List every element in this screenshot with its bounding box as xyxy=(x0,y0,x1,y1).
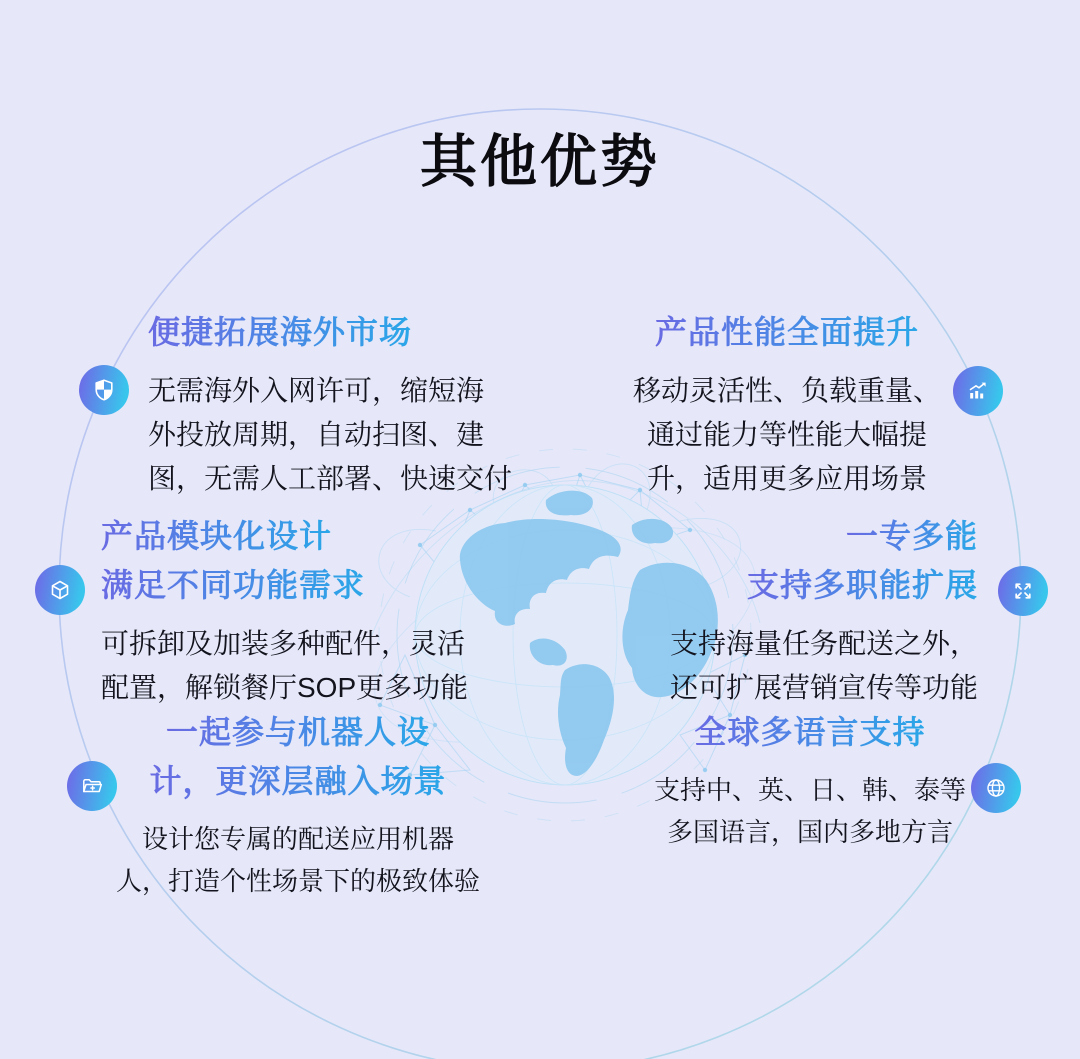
feature-body: 移动灵活性、负载重量、 通过能力等性能大幅提 升，适用更多应用场景 xyxy=(632,375,941,494)
section-title: 其他优势 xyxy=(420,130,660,194)
feature-body: 无需海外入网许可，缩短海 外投放周期，自动扫图、建 图，无需人工部署、快速交付 xyxy=(148,375,513,494)
feature-co-design-robot xyxy=(88,711,508,902)
feature-overseas-expansion xyxy=(148,311,513,501)
feature-multi-language-support xyxy=(628,711,992,853)
feature-body: 支持中、英、日、韩、泰等 多国语言，国内多地方言 xyxy=(653,775,966,847)
feature-modular-design xyxy=(101,515,491,710)
feature-heading: 产品性能全面提升 xyxy=(612,311,962,360)
feature-heading: 全球多语言支持 xyxy=(628,711,992,760)
cube-icon xyxy=(35,565,85,615)
feature-heading: 便捷拓展海外市场 xyxy=(148,311,493,360)
shield-check-icon xyxy=(79,365,129,415)
feature-performance-boost xyxy=(612,311,962,501)
feature-multi-role-expansion xyxy=(618,515,978,710)
folder-plus-icon xyxy=(67,761,117,811)
feature-body: 可拆卸及加装多种配件，灵活 配置，解锁餐厅SOP更多功能 xyxy=(101,628,469,703)
expand-arrows-icon xyxy=(998,566,1048,616)
feature-heading: 一专多能 支持多职能扩展 xyxy=(618,515,978,613)
feature-body: 支持海量任务配送之外， 还可扩展营销宣传等功能 xyxy=(669,628,978,703)
feature-body: 设计您专属的配送应用机器 人，打造个性场景下的极致体验 xyxy=(115,824,480,896)
globe-icon xyxy=(971,763,1021,813)
bar-chart-icon xyxy=(953,366,1003,416)
feature-heading: 一起参与机器人设 计，更深层融入场景 xyxy=(88,711,508,809)
feature-heading: 产品模块化设计 满足不同功能需求 xyxy=(101,515,491,613)
